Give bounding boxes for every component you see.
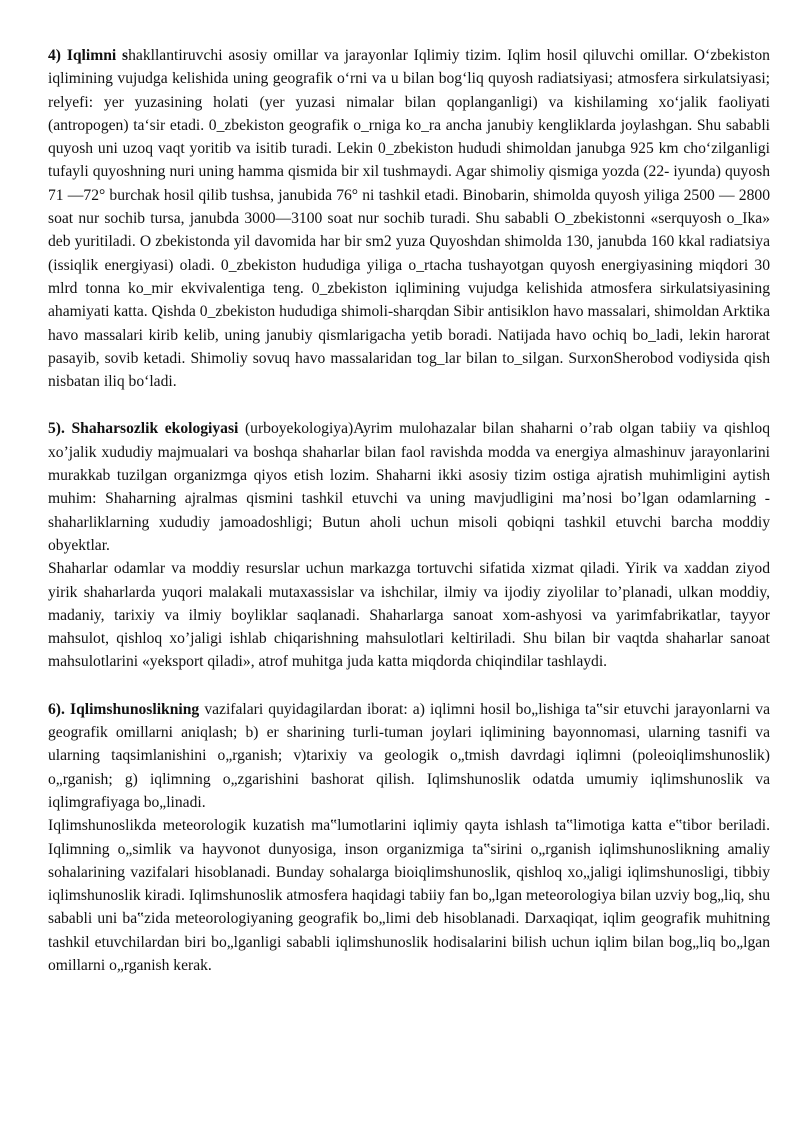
section-5-text: (urboyekologiya)Ayrim mulohazalar bilan shaharni o’rab olgan tabiiy va qishloq xo’jalik xududiy majmualari va boshqa shaharlar bilan faol ravishda modda va energiya almashinuv jarayonlarini murakkab tuzilgan organizmga qiyos etish lozim. Shaharni ikki asosiy tizim ostiga ajratish muhimligini aytish muhim: Shaharning ajralmas qismini tashkil etuvchi va uning mavjudligini ma’nosi bo’lgan odamlarning - shaharliklarning xududiy jamoadoshligi; Butun aholi uchun misoli qobiqni tashkil etuvchi barcha moddiy obyektlar.: [48, 420, 770, 554]
section-spacer: [48, 393, 770, 417]
section-6-text: vazifalari quyidagilardan iborat: a) iqlimni hosil bo„lishiga ta‟sir etuvchi jarayonlarni va geografik omillarni aniqlash; b) er sharining turli-tuman joylari iqlimining bayonnomasi, ularning tasnifi va ularning taqsimlanishini o„rganish; v)tarixiy va geologik o„tmish davrdagi iqlimni (poleoiqlimshunoslik) o„rganish; g) iqlimning o„zgarishini bashorat qilish. Iqlimshunoslik odatda umumiy iqlimshunoslik va iqlimgrafiyaga bo„linadi.: [48, 700, 771, 811]
document-page: [48, 44, 770, 977]
section-4-text: hakllantiruvchi asosiy omillar va jarayonlar Iqlimiy tizim. Iqlim hosil qiluvchi omillar. O‘zbekiston iqlimining vujudga kelishida uning geografik o‘rni va u bilan bog‘liq quyosh radiatsiyasi; atmosfera sirkulatsiyasi; relyefi: yer yuzasining holati (yer yuzasi nimalar bilan qoplanganligi) va kishilaming xo‘jalik faoliyati (antropogen) ta‘sir etadi. 0_zbekiston geografik o_rniga ko_ra ancha janubiy kengliklarda joylashgan. Shu sababli quyosh uni uzoq vaqt yoritib va isitib turadi. Lekin 0_zbekiston hududi shimoldan janubga 925 km cho‘zilganligi tufayli quyoshning nuri uning hamma qismida bir xil tushmaydi. Agar shimoliy qismiga yozda (22- iyunda) quyosh 71 —72° burchak hosil qilib tushsa, janubida 76° ni tashkil etadi. Binobarin, shimolda quyosh yiliga 2500 — 2800 soat nur sochib tursa, janubda 3000—3100 soat nur sochib turadi. Shu sababli O_zbekistonni «serquyosh o_Ika» deb yuritiladi. O zbekistonda yil davomida har bir sm2 yuza Quyoshdan shimolda 130, janubda 160 kkal radiatsiya (issiqlik energiyasi) oladi. 0_zbekiston hududiga yiliga o_rtacha tushayotgan quyosh energiyasining miqdori 30 mlrd tonna ko_mir ekvivalentiga teng. 0_zbekiston iqlimining vujudga kelishida atmosfera sirkulatsiyasining ahamiyati katta. Qishda 0_zbekiston hududiga shimoli-sharqdan Sibir antisiklon havo massalari, shimoldan Arktika havo massalari kirib kelib, uning janubiy qismlarigacha yetib boradi. Natijada havo ochiq bo_ladi, lekin harorat pasayib, sovib ketadi. Shimoliy sovuq havo massalaridan tog_lar bilan to_silgan. SurxonSherobod vodiysida qish nisbatan iliq bo‘ladi.: [48, 47, 770, 391]
section-5-paragraph: [48, 417, 770, 557]
section-5-continuation: Shaharlar odamlar va moddiy resurslar uchun markazga tortuvchi sifatida xizmat qiladi. Yirik va xaddan ziyod yirik shaharlarda yuqori malakali mutaxassislar va ishchilar, ilmiy va ijodiy ziyolilar to’planadi, ulkan moddiy, madaniy, tarixiy va ilmiy boyliklar saqlanadi. Shaharlarga sanoat xom-ashyosi va yarimfabrikatlar, tayyor mahsulot, qishloq xo’jaligi ishlab chiqarishning mahsulotlari keltiriladi. Shu bilan bir vaqtda shaharlar sanoat mahsulotlarini «yeksport qiladi», atrof muhitga juda katta miqdorda chiqindilar tashlaydi.: [48, 560, 770, 671]
section-6-continuation: Iqlimshunoslikda meteorologik kuzatish ma‟lumotlarini iqlimiy qayta ishlash ta‟limotiga katta e‟tibor beriladi. Iqlimning o„simlik va hayvonot dunyosiga, inson organizmiga ta‟sirini o„rganish iqlimshunoslikning amaliy sohalarining vazifalari hisoblanadi. Bunday sohalarga bioiqlimshunoslik, qishloq xo„jaligi iqlimshunosligi, tibbiy iqlimshunoslik kiradi. Iqlimshunoslik atmosfera haqidagi tabiiy fan bo„lgan meteorologiya bilan uzviy bog„liq, shu sababli uni ba‟zida meteorologiyaning geografik bo„limi deb hisoblanadi. Darxaqiqat, iqlim geografik muhitning tashkil etuvchilardan biri bo„lganligi sababli iqlimshunoslik hodisalarini bilish uchun iqlim bilan bog„liq bo„lgan omillarni o„rganish kerak.: [48, 817, 770, 974]
section-4-heading: 4) Iqlimni s: [48, 47, 129, 64]
section-5-heading: 5). Shaharsozlik ekologiyasi: [48, 420, 239, 438]
section-6-heading: 6). Iqlimshunoslikning: [48, 700, 200, 718]
section-4-paragraph: [48, 44, 770, 393]
section-spacer: [48, 674, 770, 698]
section-6-paragraph: [48, 698, 770, 814]
